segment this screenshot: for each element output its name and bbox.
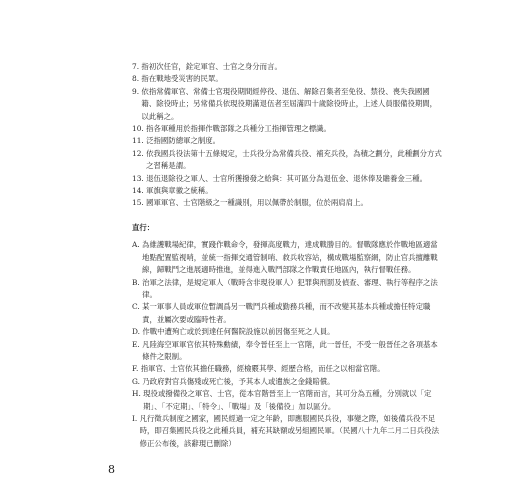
item-text: 國軍軍官、士官階級之一種識別，用以佩帶於制服，位於兩肩肩上。: [146, 198, 368, 208]
list-item: [132, 326, 444, 338]
item-text: 乃政府對官兵傷殘或死亡後，予其本人或遺族之金錢賠償。: [142, 376, 335, 386]
list-item: [132, 239, 444, 276]
list-item: [132, 301, 444, 326]
item-letter: E.: [132, 339, 140, 349]
item-number: 12.: [132, 148, 144, 158]
item-letter: F.: [132, 364, 139, 374]
section-heading: 直行：: [132, 222, 155, 232]
numbered-list: [132, 61, 444, 210]
list-item: [132, 73, 444, 85]
item-text: 現役或撥備役之軍官、士官，從本官階晉至上一官階而言，其可分為五種，分別就以「定期」、「不定期」、「特令」、「戰場」及「後備役」加以區分。: [143, 389, 432, 411]
item-letter: H.: [132, 389, 141, 399]
lettered-list: [132, 239, 444, 450]
list-item: [132, 339, 444, 364]
item-text: 某一軍事人員或軍位暫調爲另一戰鬥兵種或勤務兵種，而不改變其基本兵種或擔任特定職責，並屬次要或臨時性者。: [142, 302, 431, 324]
item-number: 10.: [132, 124, 144, 134]
page-content: [132, 61, 444, 450]
list-item: [132, 413, 444, 450]
item-number: 13.: [132, 173, 144, 183]
item-letter: A.: [132, 240, 140, 250]
item-text: 指在戰地受災害的民眾。: [141, 74, 223, 84]
list-item: [132, 148, 444, 173]
item-letter: B.: [132, 277, 140, 287]
item-letter: C.: [132, 302, 140, 312]
item-text: 軍旗與章徽之統稱。: [146, 186, 213, 196]
item-text: 治軍之法律，是規定軍人（戰時含非現役軍人）犯罪與刑罰及偵查、審理、執行等程序之法律。: [142, 277, 438, 299]
item-letter: G.: [132, 376, 140, 386]
list-item: [132, 197, 444, 209]
item-number: 11.: [132, 136, 144, 146]
list-item: [132, 185, 444, 197]
list-item: [132, 277, 444, 302]
page-number: 8: [108, 463, 115, 476]
list-item: [132, 363, 444, 375]
item-text: 指初次任官，銓定軍官、士官之身分而言。: [141, 62, 282, 71]
item-text: 作戰中遭殉亡或於到達任何醫院設施以前因傷至死之人員。: [142, 327, 335, 337]
item-number: 15.: [132, 198, 144, 208]
item-text: 凡行徵兵制度之國家，國民經過一定之年齡，即應服國民兵役，事變之際，如後備兵役不足時，即召集國民兵役之此種兵員，補充其缺額或另組國民軍。（民國八十九年二月二日兵役法修正公布後，該辭現已刪除）: [139, 413, 439, 448]
item-text: 退伍退除役之軍人、士官所獲撥發之給與：其可區分為退伍金、退休俸及贍養金三種。: [146, 173, 427, 183]
item-number: 9.: [132, 86, 140, 96]
item-letter: I.: [132, 413, 138, 423]
item-letter: D.: [132, 327, 141, 337]
item-number: 8.: [132, 74, 140, 84]
item-text: 為維護戰場紀律，實踐作戰命令，發揮高度戰力，達成戰勝目的。督戰隊應於作戰地區適當地點配置監視哨，並統一指揮交通管制哨、救兵收容站，構成戰場監察網，防止官兵擅離戰線，歸戰鬥之進展適時推進，並得進入戰鬥部隊之作戰責任地區內，執行督戰任務。: [142, 240, 438, 275]
list-item: [132, 86, 444, 123]
list-item: [132, 173, 444, 185]
list-item: [132, 388, 444, 413]
item-text: 依我國兵役法第十五條規定，士兵役分為常備兵役、補充兵役，為積之劃分，此種劃分方式之習稱是謂。: [146, 148, 442, 171]
list-item: [132, 376, 444, 388]
item-number: 7.: [132, 62, 140, 71]
item-text: 凡陸海空軍軍官依其特殊勳績，奉令晉任至上一官階，此一晉任，不受一般晉任之各項基本條件之限制。: [142, 339, 438, 361]
item-text: 泛指國防總軍之制度。: [146, 136, 221, 146]
item-number: 14.: [132, 186, 144, 196]
item-text: 指軍官、士官依其擔任職務，經檢覈其學、經歷合格，而任之以相當官階。: [140, 364, 385, 374]
list-item: [132, 61, 444, 73]
item-text: 指各軍種用於指揮作戰部隊之兵種分工指揮管理之標識。: [146, 124, 331, 134]
list-item: [132, 135, 444, 147]
list-item: [132, 123, 444, 135]
item-text: 依指常備軍官、常備士官現役期間經停役、退伍、解除召集者至免役、禁役、喪失我國國籍、除役時止；另常備兵依現役期滿退伍者至屆滿四十歲除役時止，上述人員服備役期間，以此稱之。: [141, 86, 438, 121]
